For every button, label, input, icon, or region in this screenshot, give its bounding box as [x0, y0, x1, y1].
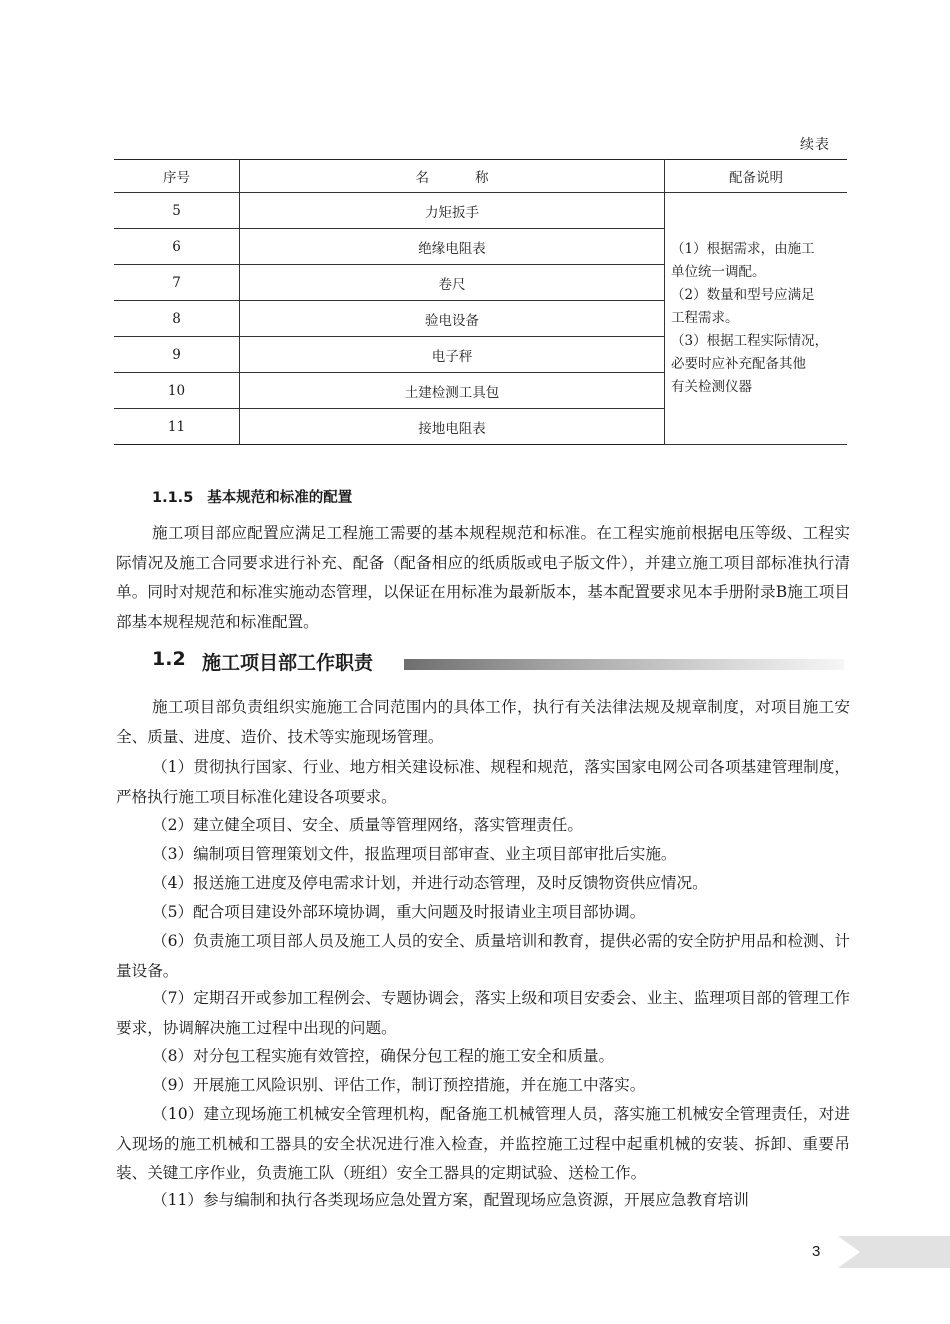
section-number: 1.2 [152, 648, 186, 670]
duty-item: （5）配合项目建设外部环境协调，重大问题及时报请业主项目部协调。 [152, 903, 646, 921]
cell-name: 卷尺 [240, 265, 665, 301]
duty-item: （10）建立现场施工机械安全管理机构，配备施工机械管理人员，落实施工机械安全管理责任，对进入现场的施工机械和工器具的安全状况进行准入检查，并监控施工过程中起重机械的安装、拆卸、重要吊装、关键工序作业，负责施工队（班组）安全工器具的定期试验、送检工作。 [116, 1105, 850, 1182]
cell-no: 7 [114, 265, 240, 301]
cell-name: 验电设备 [240, 301, 665, 337]
duty-item: （3）编制项目管理策划文件，报监理项目部审查、业主项目部审批后实施。 [152, 845, 677, 863]
equipment-table [114, 159, 847, 445]
continued-label: 续表 [800, 137, 830, 153]
subsection-number: 1.1.5 [152, 490, 194, 506]
cell-name: 电子秤 [240, 337, 665, 373]
cell-name: 绝缘电阻表 [240, 229, 665, 265]
section-title: 施工项目部工作职责 [202, 652, 374, 674]
note-line: （2）数量和型号应满足 [671, 287, 815, 303]
subsection-title: 基本规范和标准的配置 [207, 490, 353, 506]
duty-item: （11）参与编制和执行各类现场应急处置方案，配置现场应急资源，开展应急教育培训 [152, 1191, 749, 1209]
cell-no: 5 [114, 193, 240, 229]
subsection-paragraph: 施工项目部应配置应满足工程施工需要的基本规程规范和标准。在工程实施前根据电压等级、工程实际情况及施工合同要求进行补充、配备（配备相应的纸质版或电子版文件），并建立施工项目部标准执行清单。同时对规范和标准实施动态管理，以保证在用标准为最新版本，基本配置要求见本手册附录B施工项目部基本规程规范和标准配置。 [116, 524, 850, 631]
section-intro: 施工项目部负责组织实施施工合同范围内的具体工作，执行有关法律法规及规章制度，对项目施工安全、质量、进度、造价、技术等实施现场管理。 [116, 698, 850, 746]
header-name [240, 160, 665, 193]
cell-no: 6 [114, 229, 240, 265]
duty-item: （2）建立健全项目、安全、质量等管理网络，落实管理责任。 [152, 816, 583, 834]
page-number: 3 [812, 1243, 821, 1260]
note-line: 工程需求。 [671, 310, 739, 326]
section-heading [152, 646, 852, 680]
cell-no: 9 [114, 337, 240, 373]
note-line: 有关检测仪器 [671, 379, 752, 395]
cell-name: 力矩扳手 [240, 193, 665, 229]
duty-item: （6）负责施工项目部人员及施工人员的安全、质量培训和教育，提供必需的安全防护用品和检测、计量设备。 [116, 932, 851, 980]
cell-name: 接地电阻表 [240, 409, 665, 445]
cell-no: 8 [114, 301, 240, 337]
note-line: 单位统一调配。 [671, 264, 766, 280]
header-note: 配备说明 [665, 160, 848, 193]
table-row [114, 193, 847, 229]
duty-item: （4）报送施工进度及停电需求计划，并进行动态管理，及时反馈物资供应情况。 [152, 874, 708, 892]
note-line: 必要时应补充配备其他 [671, 356, 806, 372]
cell-no: 10 [114, 373, 240, 409]
note-line: （3）根据工程实际情况， [671, 333, 829, 349]
note-line: （1）根据需求，由施工 [671, 241, 815, 257]
cell-name: 土建检测工具包 [240, 373, 665, 409]
duty-item: （8）对分包工程实施有效管控，确保分包工程的施工安全和质量。 [152, 1047, 615, 1065]
section-heading-bar [404, 659, 844, 670]
header-no: 序号 [114, 160, 240, 193]
cell-note [665, 193, 848, 445]
subsection-heading [152, 486, 352, 507]
header-name-part2: 称 [475, 170, 489, 186]
header-name-part1: 名 [415, 170, 429, 186]
duty-item: （1）贯彻执行国家、行业、地方相关建设标准、规程和规范，落实国家电网公司各项基建管理制度，严格执行施工项目标准化建设各项要求。 [116, 758, 851, 806]
duty-item: （9）开展施工风险识别、评估工作，制订预控措施，并在施工中落实。 [152, 1076, 646, 1094]
cell-no: 11 [114, 409, 240, 445]
duty-item: （7）定期召开或参加工程例会、专题协调会，落实上级和项目安委会、业主、监理项目部的管理工作要求，协调解决施工过程中出现的问题。 [116, 989, 851, 1037]
page-tab-decoration [838, 1236, 950, 1268]
table-header-row [114, 160, 847, 193]
